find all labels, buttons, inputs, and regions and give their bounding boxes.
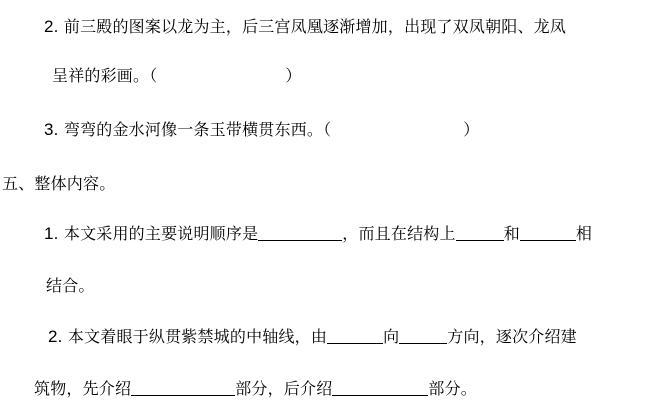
s1-text-part2: ，而且在结构上 [342, 224, 456, 243]
s1-text-part3: 和 [503, 224, 520, 243]
s2-text-line2b: 部分，后介绍 [235, 379, 333, 398]
s2-number: 2. [48, 327, 63, 346]
q2-text-line2: 呈祥的彩画。（ [52, 66, 158, 85]
s2-blank-from[interactable] [327, 327, 383, 344]
q3-text: 弯弯的金水河像一条玉带横贯东西。（ [63, 120, 332, 139]
q2-line-2 [52, 66, 302, 86]
s1-text-part1: 本文采用的主要说明顺序是 [63, 224, 259, 243]
section-five-heading: 五、整体内容。 [2, 174, 116, 193]
q2-line-1 [44, 17, 566, 37]
q3-number: 3. [44, 120, 59, 139]
s1-line-2: 结合。 [46, 276, 95, 295]
s2-line-2 [34, 379, 477, 399]
s2-blank-second-part[interactable] [332, 379, 428, 396]
s1-number: 1. [44, 224, 59, 243]
s2-blank-to[interactable] [399, 327, 447, 344]
s2-text-line2a: 筑物，先介绍 [34, 379, 132, 398]
s2-line-1 [48, 327, 577, 347]
s2-text-line2c: 部分。 [428, 379, 478, 398]
q3-line [44, 120, 479, 140]
s2-blank-first-part[interactable] [131, 379, 235, 396]
q3-paren-close: ） [463, 120, 480, 139]
q2-paren-close: ） [285, 66, 302, 85]
s2-text-part3: 方向，逐次介绍建 [447, 327, 577, 346]
s1-blank-order[interactable] [258, 224, 342, 241]
q2-text-line1: 前三殿的图案以龙为主，后三宫凤凰逐渐增加，出现了双凤朝阳、龙凤 [63, 17, 567, 36]
q2-number: 2. [44, 17, 59, 36]
s1-blank-structure-a[interactable] [456, 224, 504, 241]
s2-text-part1: 本文着眼于纵贯紫禁城的中轴线，由 [67, 327, 328, 346]
s1-text-part4: 相 [575, 224, 593, 243]
s1-blank-structure-b[interactable] [520, 224, 576, 241]
s2-text-part2: 向 [383, 327, 400, 346]
s1-line-1 [44, 224, 592, 244]
